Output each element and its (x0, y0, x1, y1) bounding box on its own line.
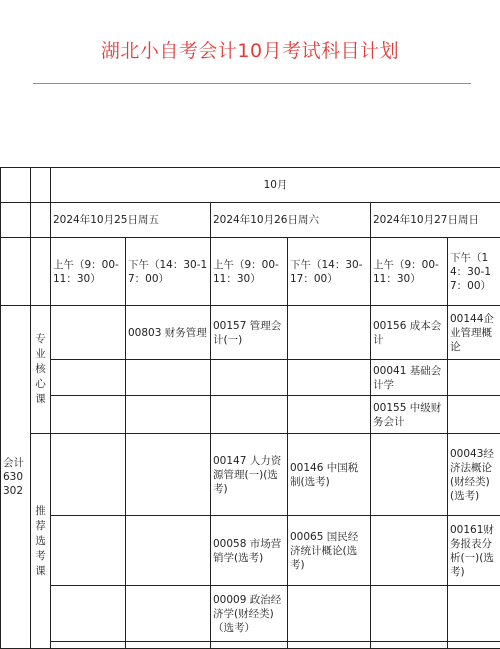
category-core: 专业核心课 (31, 306, 51, 434)
table-row (1, 586, 500, 642)
table-row (1, 434, 500, 516)
empty-cell (51, 360, 126, 396)
empty-cell (448, 586, 500, 642)
category-recommended: 推荐选考课 (31, 434, 51, 649)
date-header: 2024年10月25日周五 (51, 203, 211, 238)
empty-cell (126, 396, 211, 434)
empty-cell (126, 516, 211, 586)
corner-cell (1, 168, 31, 203)
subject-cell: 00157 管理会计(一) (211, 306, 288, 360)
empty-cell (51, 306, 126, 360)
month-row (1, 168, 500, 203)
empty-cell (126, 586, 211, 642)
time-slot-pm: 下午（14：30-17：00） (126, 238, 211, 306)
empty-cell (288, 642, 371, 649)
empty-cell (126, 360, 211, 396)
corner-cell (1, 203, 31, 238)
date-header: 2024年10月26日周六 (211, 203, 371, 238)
empty-cell (211, 642, 288, 649)
corner-cell (31, 168, 51, 203)
table-row (1, 642, 500, 649)
empty-cell (51, 516, 126, 586)
subject-cell: 00161财务报表分析(一)(选考) (448, 516, 500, 586)
date-row (1, 203, 500, 238)
major-cell: 会计630302 (1, 306, 31, 649)
empty-cell (126, 642, 211, 649)
empty-cell (371, 586, 448, 642)
empty-cell (288, 396, 371, 434)
empty-cell (371, 434, 448, 516)
empty-cell (371, 516, 448, 586)
empty-cell (51, 396, 126, 434)
time-slot-am: 上午（9：00-11：30） (371, 238, 448, 306)
empty-cell (126, 434, 211, 516)
empty-cell (211, 396, 288, 434)
subject-cell: 00146 中国税制(选考) (288, 434, 371, 516)
exam-schedule-table (0, 167, 500, 649)
empty-cell (288, 360, 371, 396)
subject-cell: 00144企业管理概论 (448, 306, 500, 360)
time-slot-pm: 下午（14：30-17：00） (288, 238, 371, 306)
empty-cell (51, 642, 126, 649)
page-title: 湖北小自考会计10月考试科目计划 (0, 36, 500, 63)
table-row (1, 396, 500, 434)
time-slot-pm: 下午（14：30-17：00） (448, 238, 500, 306)
subject-cell: 00058 市场营销学(选考) (211, 516, 288, 586)
empty-cell (211, 360, 288, 396)
title-divider (33, 83, 471, 84)
subject-cell: 00043经济法概论(财经类)(选考) (448, 434, 500, 516)
corner-cell (31, 238, 51, 306)
subject-cell: 00155 中级财务会计 (371, 396, 448, 434)
time-slot-am: 上午（9：00-11：30） (211, 238, 288, 306)
table-row (1, 516, 500, 586)
subject-cell: 00147 人力资源管理(一)(选考) (211, 434, 288, 516)
table-row (1, 360, 500, 396)
table-row (1, 306, 500, 360)
date-header: 2024年10月27日周日 (371, 203, 500, 238)
corner-cell (31, 203, 51, 238)
empty-cell (51, 434, 126, 516)
subject-cell: 00156 成本会计 (371, 306, 448, 360)
empty-cell (288, 586, 371, 642)
subject-cell: 00041 基础会计学 (371, 360, 448, 396)
month-header: 10月 (51, 168, 500, 203)
subject-cell: 00065 国民经济统计概论(选考) (288, 516, 371, 586)
empty-cell (448, 642, 500, 649)
time-slot-am: 上午（9：00-11：30） (51, 238, 126, 306)
corner-cell (1, 238, 31, 306)
subject-cell: 00803 财务管理 (126, 306, 211, 360)
empty-cell (288, 306, 371, 360)
time-row (1, 238, 500, 306)
empty-cell (51, 586, 126, 642)
empty-cell (448, 360, 500, 396)
subject-cell: 00009 政治经济学(财经类)（选考） (211, 586, 288, 642)
empty-cell (448, 396, 500, 434)
empty-cell (371, 642, 448, 649)
